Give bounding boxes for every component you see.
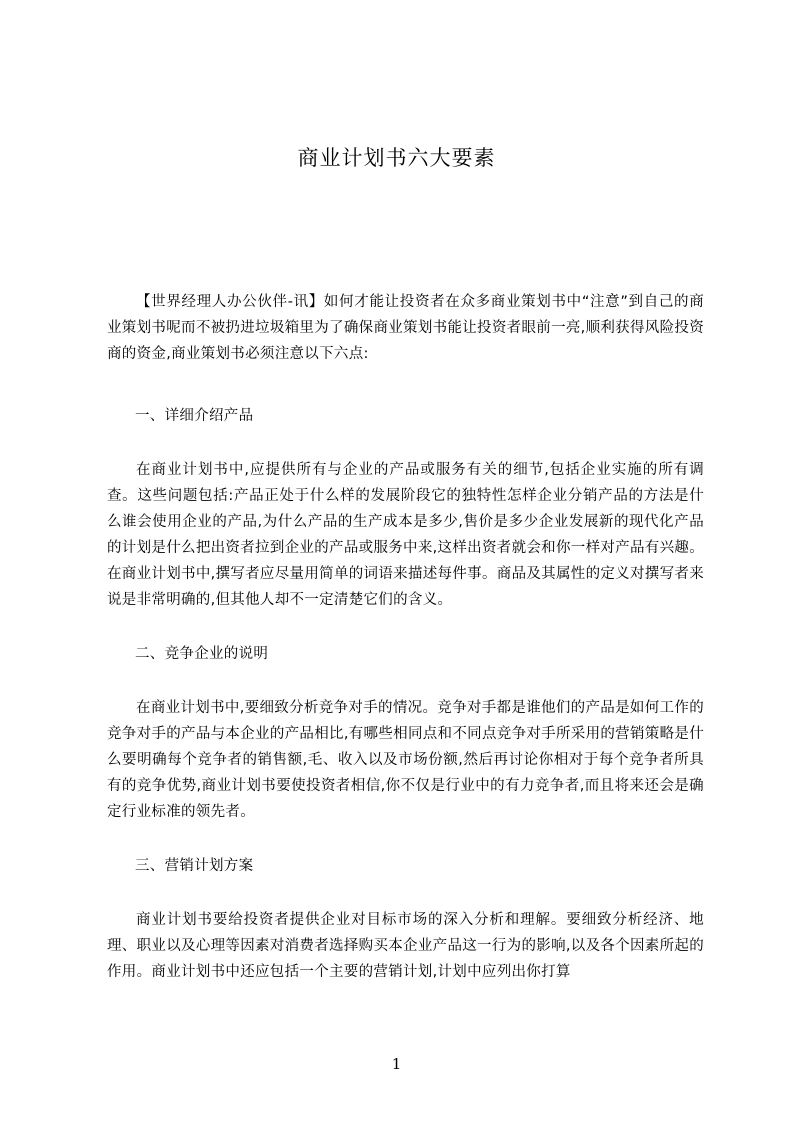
page-title: 商业计划书六大要素 [297,146,496,170]
intro-paragraph: 【世界经理人办公伙伴-讯】如何才能让投资者在众多商业策划书中“注意”到自己的商业策划书呢而不被扔进垃圾箱里为了确保商业策划书能让投资者眼前一亮,顺利获得风险投资商的资金,商业策划书必须注意以下六点: [107,294,704,362]
section-body-marketing: 商业计划书要给投资者提供企业对目标市场的深入分析和理解。要细致分析经济、地理、职业以及心理等因素对消费者选择购买本企业产品这一行为的影响,以及各个因素所起的作用。商业计划书中还应包括一个主要的营销计划,计划中应列出你打算 [107,912,704,980]
section-body-competitors: 在商业计划书中,要细致分析竞争对手的情况。竞争对手都是谁他们的产品是如何工作的竞争对手的产品与本企业的产品相比,有哪些相同点和不同点竞争对手所采用的营销策略是什么要明确每个竞争者的销售额,毛、收入以及市场份额,然后再讨论你相对于每个竞争者所具有的竞争优势,商业计划书要使投资者相信,你不仅是行业中的有力竞争者,而且将来还会是确定行业标准的领先者。 [107,700,704,820]
document-body [107,289,704,985]
section-heading-product: 一、详细介绍产品 [135,408,254,424]
section-body-product: 在商业计划书中,应提供所有与企业的产品或服务有关的细节,包括企业实施的所有调查。这些问题包括:产品正处于什么样的发展阶段它的独特性怎样企业分销产品的方法是什么谁会使用企业的产品,为什么产品的生产成本是多少,售价是多少企业发展新的现代化产品的计划是什么把出资者拉到企业的产品或服务中来,这样出资者就会和你一样对产品有兴趣。在商业计划书中,撰写者应尽量用简单的词语来描述每件事。商品及其属性的定义对撰写者来说是非常明确的,但其他人却不一定清楚它们的含义。 [107,462,704,608]
page-number: 1 [391,1055,402,1073]
section-heading-marketing: 三、营销计划方案 [135,858,254,874]
section-heading-competitors: 二、竞争企业的说明 [135,646,269,662]
